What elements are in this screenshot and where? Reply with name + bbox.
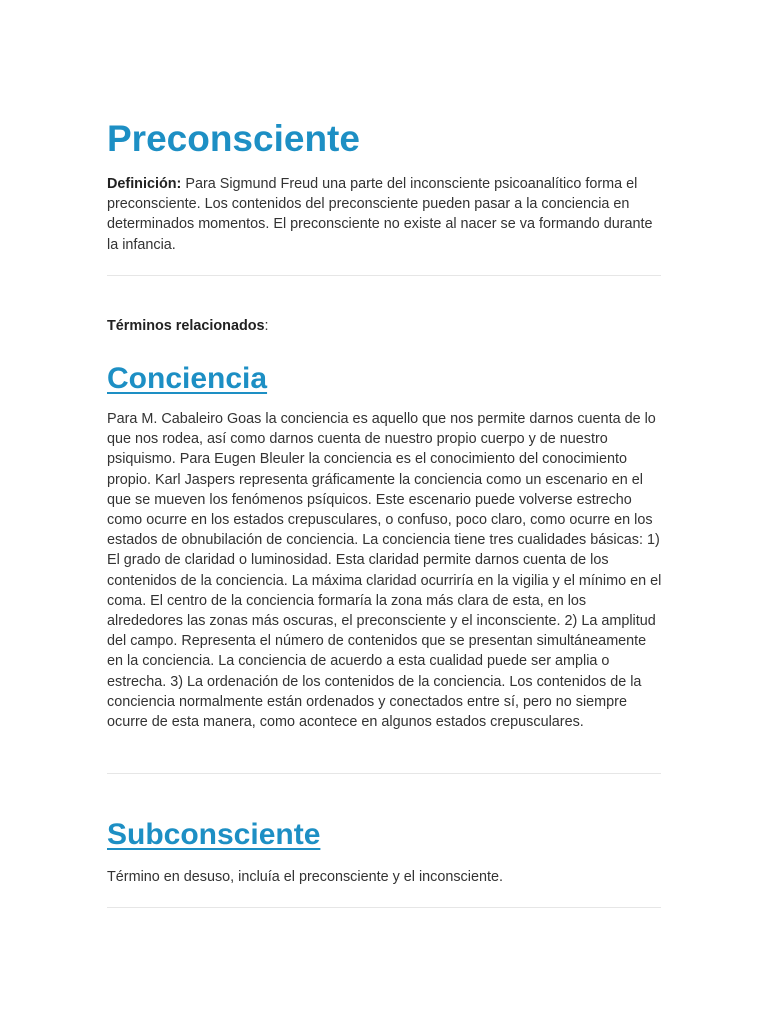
divider [107, 275, 661, 276]
related-terms-suffix: : [264, 318, 269, 334]
term-link-subconsciente[interactable]: Subconsciente [107, 818, 321, 851]
term-title-subconsciente [107, 815, 320, 855]
term-text-conciencia: Para M. Cabaleiro Goas la conciencia es aquello que nos permite darnos cuenta de lo que nos rodea, así como darnos cuenta de nuestro propio cuerpo y de nuestro psiquismo. Para Eugen Bleuler la conciencia es el conocimiento del conocimiento propio. Karl Jaspers representa gráficamente la conciencia como un escenario en el que se mueven los fenómenos psíquicos. Este escenario puede volverse estrecho como ocurre en los estados crepusculares, o confuso, poco claro, como ocurre en los estados de obnubilación de conciencia. La conciencia tiene tres cualidades básicas: 1) El grado de claridad o luminosidad. Esta claridad permite darnos cuenta de los contenidos de la conciencia. La máxima claridad ocurriría en la vigilia y el mínimo en el coma. El centro de la conciencia formaría la zona más clara de esta, en los alrededores las zonas más oscuras, el preconsciente y el inconsciente. 2) La amplitud del campo. Representa el número de contenidos que se presentan simultáneamente en la conciencia. La conciencia de acuerdo a esta cualidad puede ser amplia o estrecha. 3) La ordenación de los contenidos de la conciencia. Los contenidos de la conciencia normalmente están ordenados y conectados entre sí, pero no siempre ocurre de esta manera, como acontece en algunos estados crepusculares. [107, 411, 662, 731]
term-title-conciencia [107, 359, 267, 399]
term-text-subconsciente: Término en desuso, incluía el preconsciente y el inconsciente. [107, 869, 503, 885]
page-title: Preconsciente [107, 118, 360, 159]
definition-paragraph [107, 174, 661, 255]
divider [107, 773, 661, 774]
related-terms-heading [107, 316, 269, 336]
divider [107, 907, 661, 908]
term-link-conciencia[interactable]: Conciencia [107, 362, 268, 395]
related-terms-label: Términos relacionados [107, 318, 265, 334]
definition-label: Definición: [107, 176, 182, 192]
definition-text: Para Sigmund Freud una parte del inconsciente psicoanalítico forma el preconsciente. Los contenidos del preconsciente pueden pasar a la conciencia en determinados momentos. El preconsciente no existe al nacer se va formando durante la infancia. [107, 176, 653, 253]
